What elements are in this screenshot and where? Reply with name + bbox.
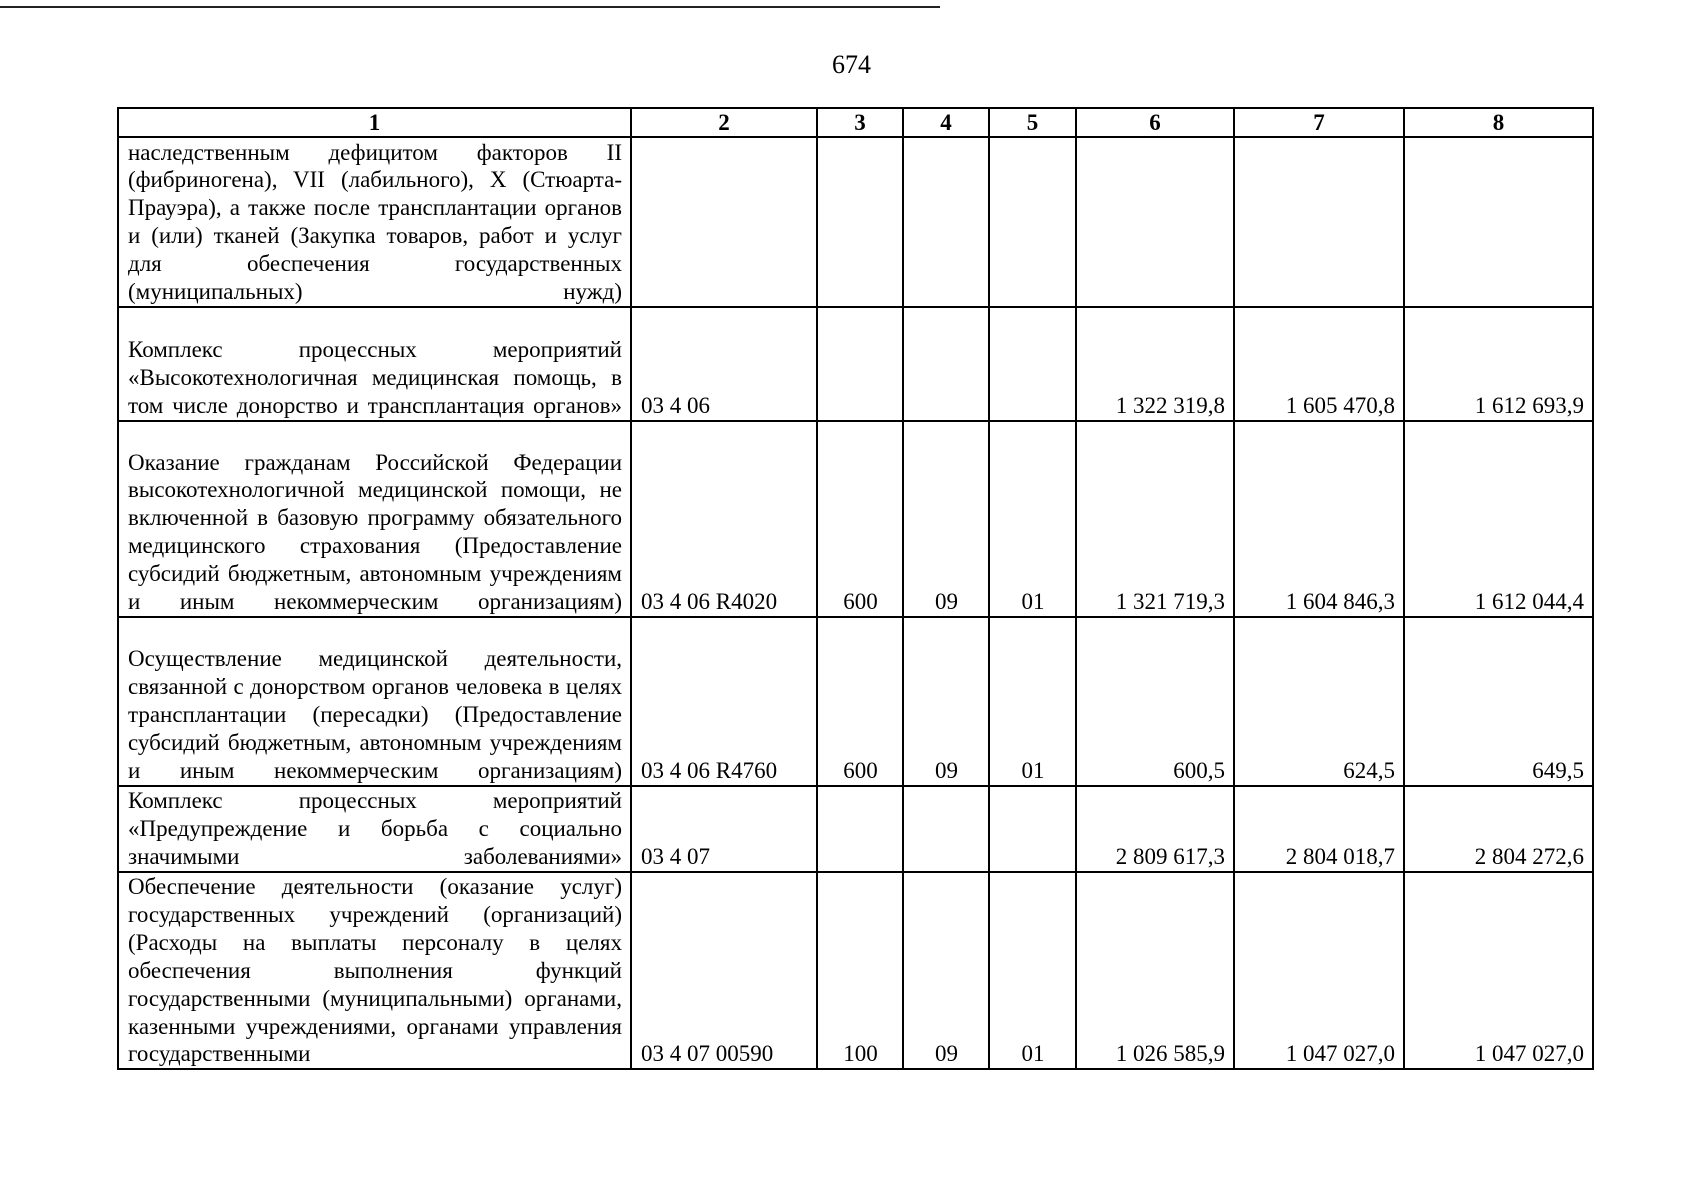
row-vr: 600: [817, 617, 903, 786]
row-year-1: 600,5: [1076, 617, 1234, 786]
row-rz: [903, 786, 989, 872]
row-pr: [989, 786, 1076, 872]
row-vr: [817, 137, 903, 307]
row-code: [631, 137, 817, 307]
table-row: [118, 137, 1593, 307]
row-year-3: 649,5: [1404, 617, 1593, 786]
row-year-2: 1 047 027,0: [1234, 872, 1404, 1069]
row-rz: [903, 137, 989, 307]
row-pr: [989, 137, 1076, 307]
table-row: [118, 786, 1593, 872]
top-rule: [0, 6, 940, 8]
row-year-2: [1234, 137, 1404, 307]
row-pr: [989, 307, 1076, 421]
header-col-6: 6: [1076, 108, 1234, 137]
header-col-7: 7: [1234, 108, 1404, 137]
row-pr: 01: [989, 872, 1076, 1069]
row-code: 03 4 06 R4020: [631, 421, 817, 617]
row-name: Обеспечение деятельности (оказание услуг) государственных учреждений (организаций) (Расходы на выплаты персоналу в целях обеспечения выполнения функций государственными (муниципальными) органами, казенными учреждениями, органами управления государственными: [118, 872, 631, 1069]
row-year-3: [1404, 137, 1593, 307]
header-col-3: 3: [817, 108, 903, 137]
header-col-1: 1: [118, 108, 631, 137]
row-rz: 09: [903, 872, 989, 1069]
row-year-2: 1 605 470,8: [1234, 307, 1404, 421]
row-year-2: 2 804 018,7: [1234, 786, 1404, 872]
row-year-2: 624,5: [1234, 617, 1404, 786]
header-col-2: 2: [631, 108, 817, 137]
row-code: 03 4 07: [631, 786, 817, 872]
row-name: Комплекс процессных мероприятий «Высокотехнологичная медицинская помощь, в том числе донорство и трансплантация органов»: [118, 307, 631, 421]
header-col-8: 8: [1404, 108, 1593, 137]
table-row: [118, 617, 1593, 786]
row-year-3: 1 047 027,0: [1404, 872, 1593, 1069]
table-row: [118, 421, 1593, 617]
row-vr: [817, 786, 903, 872]
row-year-3: 1 612 044,4: [1404, 421, 1593, 617]
row-name: Оказание гражданам Российской Федерации высокотехнологичной медицинской помощи, не включенной в базовую программу обязательного медицинского страхования (Предоставление субсидий бюджетным, автономным учреждениям и иным некоммерческим организациям): [118, 421, 631, 617]
header-col-5: 5: [989, 108, 1076, 137]
row-rz: [903, 307, 989, 421]
row-year-1: 1 322 319,8: [1076, 307, 1234, 421]
row-vr: 100: [817, 872, 903, 1069]
row-year-1: 1 321 719,3: [1076, 421, 1234, 617]
row-year-3: 2 804 272,6: [1404, 786, 1593, 872]
row-rz: 09: [903, 617, 989, 786]
row-name: Комплекс процессных мероприятий «Предупреждение и борьба с социально значимыми заболеваниями»: [118, 786, 631, 872]
row-vr: [817, 307, 903, 421]
row-pr: 01: [989, 617, 1076, 786]
row-name: наследственным дефицитом факторов II (фибриногена), VII (лабильного), X (Стюарта-Прауэра), а также после трансплантации органов и (или) тканей (Закупка товаров, работ и услуг для обеспечения государственных (муниципальных) нужд): [118, 137, 631, 307]
row-rz: 09: [903, 421, 989, 617]
header-row: [118, 108, 1593, 137]
header-col-4: 4: [903, 108, 989, 137]
row-name: Осуществление медицинской деятельности, связанной с донорством органов человека в целях трансплантации (пересадки) (Предоставление субсидий бюджетным, автономным учреждениям и иным некоммерческим организациям): [118, 617, 631, 786]
row-year-3: 1 612 693,9: [1404, 307, 1593, 421]
row-code: 03 4 06 R4760: [631, 617, 817, 786]
page-number: 674: [832, 50, 871, 79]
row-code: 03 4 06: [631, 307, 817, 421]
row-year-1: 1 026 585,9: [1076, 872, 1234, 1069]
row-vr: 600: [817, 421, 903, 617]
table-row: [118, 872, 1593, 1069]
table-row: [118, 307, 1593, 421]
row-year-1: 2 809 617,3: [1076, 786, 1234, 872]
row-year-2: 1 604 846,3: [1234, 421, 1404, 617]
budget-table: [117, 107, 1594, 1070]
row-pr: 01: [989, 421, 1076, 617]
row-code: 03 4 07 00590: [631, 872, 817, 1069]
row-year-1: [1076, 137, 1234, 307]
